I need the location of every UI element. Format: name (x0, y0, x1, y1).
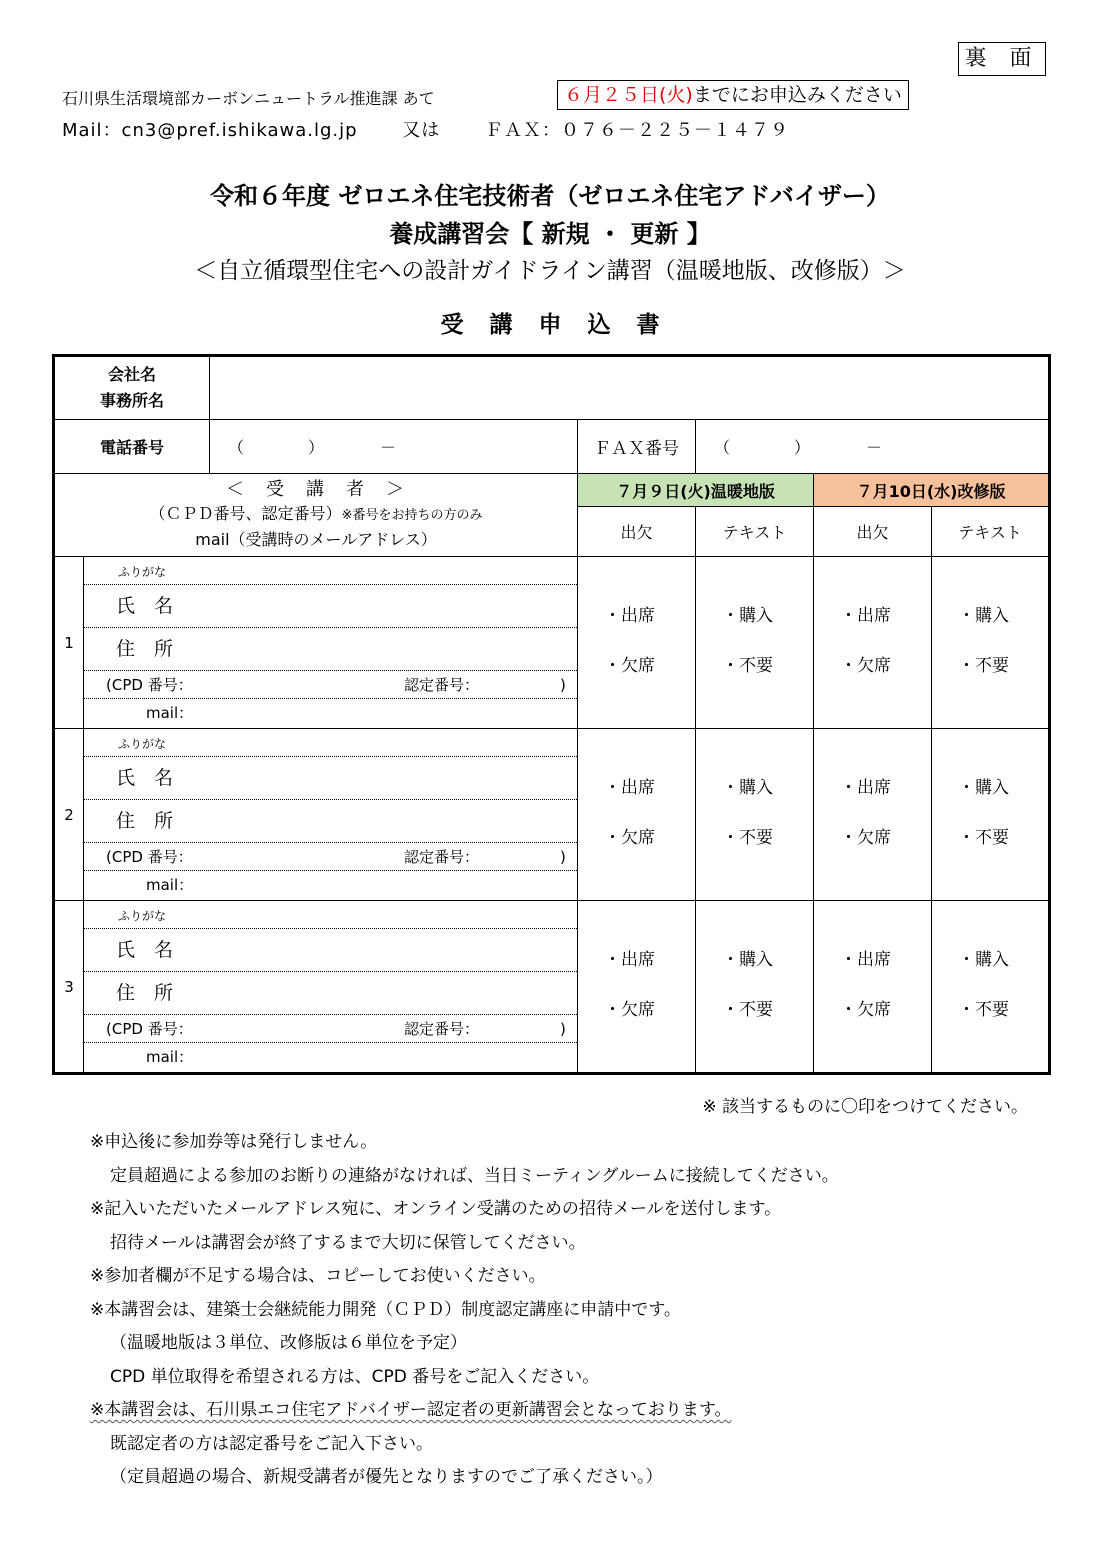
mail-field[interactable]: mail： (146, 704, 194, 722)
address-field[interactable]: 住 所 (84, 972, 577, 1015)
note-item: （温暖地版は３単位、改修版は６単位を予定） (110, 1333, 467, 1353)
row-number: 2 (54, 729, 84, 901)
deadline-box (557, 80, 909, 110)
back-side-label: 裏 面 (958, 42, 1046, 76)
notes-list (90, 1126, 839, 1495)
session-2-text-options[interactable]: ・購入 ・不要 (932, 729, 1050, 901)
session-2-text-header: テキスト (932, 507, 1050, 557)
session-1-text-options[interactable]: ・購入 ・不要 (696, 729, 814, 901)
attendee-fields (84, 557, 578, 729)
name-field[interactable]: 氏 名 (84, 929, 577, 972)
mail-field[interactable]: mail： (146, 876, 194, 894)
attendee-title: ＜ 受 講 者 ＞ (226, 479, 406, 500)
name-field[interactable]: 氏 名 (84, 757, 577, 800)
session-2-attend-header: 出欠 (814, 507, 932, 557)
title-line-2: 養成講習会【 新規 ・ 更新 】 (389, 220, 711, 248)
furigana-field[interactable]: ふりがな (84, 557, 577, 585)
contact-line: Mail：cn3@pref.ishikawa.lg.jp 又は ＦＡＸ：０７６－２２５－１４７９ (62, 120, 789, 141)
title-line-1: 令和６年度 ゼロエネ住宅技術者（ゼロエネ住宅アドバイザー） (210, 182, 890, 210)
row-number: 1 (54, 557, 84, 729)
session-1-text-options[interactable]: ・購入 ・不要 (696, 557, 814, 729)
note-item: （定員超過の場合、新規受講者が優先となりますのでご了承ください。） (110, 1467, 663, 1487)
circle-instruction: ※ 該当するものに〇印をつけてください。 (702, 1097, 1028, 1117)
note-item: ※本講習会は、建築士会継続能力開発（ＣＰＤ）制度認定講座に申請中です。 (90, 1299, 681, 1320)
addressee: 石川県生活環境部カーボンニュートラル推進課 あて (62, 89, 435, 108)
session-1-text-options[interactable]: ・購入 ・不要 (696, 901, 814, 1074)
title-line-3: ＜自立循環型住宅への設計ガイドライン講習（温暖地版、改修版）＞ (194, 258, 906, 284)
note-item: ※参加者欄が不足する場合は、コピーしてお使いください。 (90, 1266, 546, 1286)
attendee-header: ＜ 受 講 者 ＞ （ＣＰＤ番号、認定番号）※番号をお持ちの方のみ mail（受講時のメールアドレス） (54, 474, 578, 557)
session-1-attend-header: 出欠 (578, 507, 696, 557)
session-2-attend-options[interactable]: ・出席 ・欠席 (814, 901, 932, 1074)
note-item: ※申込後に参加券等は発行しません。 (90, 1132, 378, 1152)
session-2-text-options[interactable]: ・購入 ・不要 (932, 901, 1050, 1074)
company-name-field[interactable] (210, 356, 1050, 420)
session-2-attend-options[interactable]: ・出席 ・欠席 (814, 557, 932, 729)
fax-label: ＦＡＸ番号 (578, 420, 696, 474)
session-1-header: ７月９日(火)温暖地版 (578, 474, 814, 507)
furigana-field[interactable]: ふりがな (84, 729, 577, 757)
row-number: 3 (54, 901, 84, 1074)
session-1-attend-options[interactable]: ・出席 ・欠席 (578, 557, 696, 729)
form-title: 受講申込書 (440, 312, 686, 338)
company-label: 会社名 事務所名 (54, 356, 210, 420)
tel-label: 電話番号 (54, 420, 210, 474)
note-item: ※本講習会は、石川県エコ住宅アドバイザー認定者の更新講習会となっております。 (90, 1400, 732, 1420)
tel-field[interactable]: （ ） － (210, 420, 578, 474)
session-1-attend-options[interactable]: ・出席 ・欠席 (578, 901, 696, 1074)
session-2-text-options[interactable]: ・購入 ・不要 (932, 557, 1050, 729)
deadline-suffix: までにお申込みください (692, 84, 902, 106)
fax-field[interactable]: （ ） － (696, 420, 1050, 474)
session-1-text-header: テキスト (696, 507, 814, 557)
address-field[interactable]: 住 所 (84, 800, 577, 843)
note-item: 既認定者の方は認定番号をご記入下さい。 (110, 1433, 433, 1454)
note-item: CPD 単位取得を希望される方は、CPD 番号をご記入ください。 (110, 1366, 600, 1387)
address-field[interactable]: 住 所 (84, 628, 577, 671)
session-1-attend-options[interactable]: ・出席 ・欠席 (578, 729, 696, 901)
application-form (52, 354, 1051, 1075)
deadline-date: ６月２５日(火) (564, 84, 693, 106)
note-item: 定員超過による参加のお断りの連絡がなければ、当日ミーティングルームに接続してください。 (110, 1165, 839, 1186)
session-2-header: ７月10日(水)改修版 (814, 474, 1050, 507)
session-2-attend-options[interactable]: ・出席 ・欠席 (814, 729, 932, 901)
furigana-field[interactable]: ふりがな (84, 901, 577, 929)
cpd-field[interactable]: (CPD 番号： 認定番号： ) (84, 671, 577, 699)
cpd-field[interactable]: (CPD 番号： 認定番号： ) (84, 1015, 577, 1043)
mail-field[interactable]: mail： (146, 1048, 194, 1066)
attendee-fields (84, 901, 578, 1074)
note-item: 招待メールは講習会が終了するまで大切に保管してください。 (110, 1232, 586, 1253)
name-field[interactable]: 氏 名 (84, 585, 577, 628)
cpd-field[interactable]: (CPD 番号： 認定番号： ) (84, 843, 577, 871)
attendee-fields (84, 729, 578, 901)
note-item: ※記入いただいたメールアドレス宛に、オンライン受講のための招待メールを送付します。 (90, 1199, 782, 1219)
